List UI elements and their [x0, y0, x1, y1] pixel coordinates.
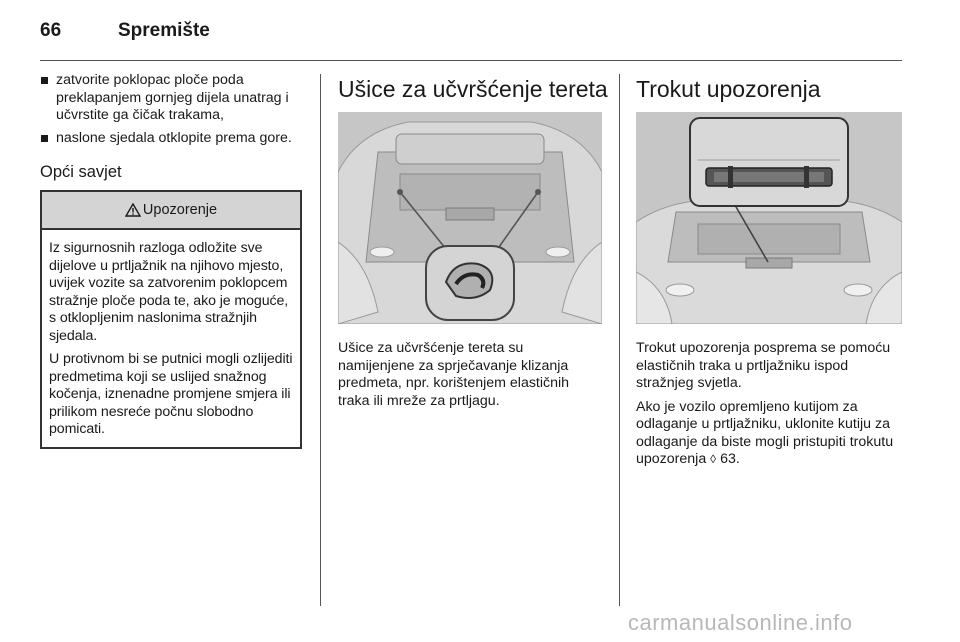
warning-header [42, 192, 300, 230]
bullet-square-icon [41, 135, 48, 142]
bullet-square-icon [41, 77, 48, 84]
figure-warning-triangle [636, 112, 902, 324]
paragraph: Ušice za učvršćenje tereta su namijenjene za sprječavanje klizanja predmeta, npr. korištenjem elastičnih traka ili mreže za prtljagu. [338, 340, 570, 409]
cargo-eyelets-illustration [338, 112, 602, 324]
warning-triangle-icon [125, 203, 141, 217]
section-heading: Ušice za učvršćenje tereta [338, 76, 608, 102]
paragraph: Trokut upozorenja posprema se pomoću elastičnih traka u prtljažniku ispod stražnjeg svjetla. [636, 340, 891, 391]
warning-paragraph: Iz sigurnosnih razloga odložite sve dijelove u prtljažnik na njihovo mjesto, uvijek vozite sa zatvorenim poklopcem stražnje ploče poda te, ako je moguće, s otklopljenim naslonima stražnjih sjedala. [49, 240, 289, 344]
warning-triangle-storage-illustration [636, 112, 902, 324]
section-text [338, 340, 602, 410]
warning-paragraph: U protivnom bi se putnici mogli ozlijediti predmetima koji se uslijed snažnog kočenja, iznenadne promjene smjera ili prilikom nesreće počnu slobodno pomicati. [49, 351, 293, 437]
warning-box [40, 190, 302, 449]
column-divider [320, 74, 321, 606]
watermark: carmanualsonline.info [628, 610, 853, 635]
page-number: 66 [40, 20, 62, 41]
subheading: Opći savjet [40, 163, 122, 181]
column-2 [338, 72, 608, 416]
figure-cargo-eyelets [338, 112, 602, 324]
column-divider [619, 74, 620, 606]
warning-title: Upozorenje [142, 202, 218, 218]
page-header [40, 20, 210, 44]
list-item: zatvorite poklopac ploče poda preklapanjem gornjeg dijela unatrag i učvrstite ga čičak trakama, [40, 72, 302, 125]
column-3 [636, 72, 902, 475]
list-item: naslone sjedala otklopite prema gore. [40, 130, 302, 148]
section-heading: Trokut upozorenja [636, 76, 821, 102]
bullet-list [40, 72, 302, 147]
column-1 [40, 72, 302, 449]
page-reference[interactable]: 63. [720, 451, 740, 467]
paragraph: Ako je vozilo opremljeno kutijom za odlaganje u prtljažniku, uklonite kutiju za odlaganje da biste mogli pristupiti trokutu upozorenja ◊ 63. [636, 398, 894, 467]
warning-body [42, 230, 300, 447]
page-reference-icon: ◊ [710, 452, 717, 466]
section-text [636, 340, 902, 469]
header-rule [40, 60, 902, 61]
page-title: Spremište [118, 20, 210, 41]
